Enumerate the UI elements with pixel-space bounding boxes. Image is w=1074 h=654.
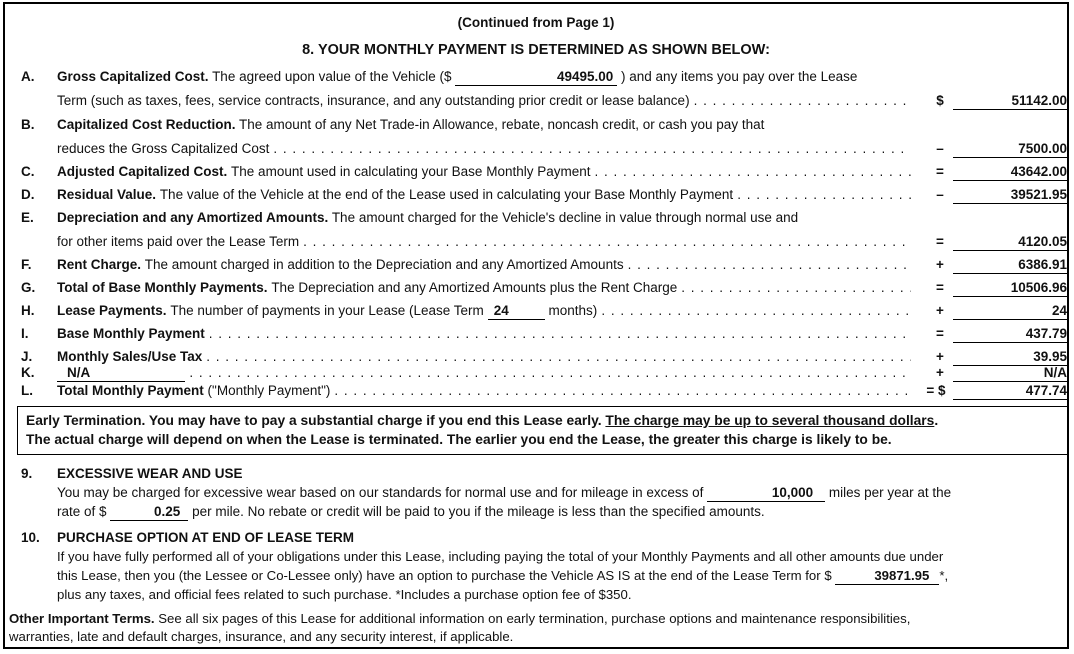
line-e-letter: E. bbox=[21, 210, 34, 225]
line-i-row bbox=[57, 325, 915, 343]
line-b-desc-2: reduces the Gross Capitalized Cost bbox=[57, 141, 270, 156]
section-9-line-1: You may be charged for excessive wear based on our standards for normal use and for mileage in excess of 10,000 miles per year at the bbox=[57, 485, 952, 500]
line-c-row bbox=[57, 163, 915, 181]
other-terms-line-2: warranties, late and default charges, insurance, and any security interest, if applicable. bbox=[9, 629, 514, 644]
section-10-line-1: If you have fully performed all of your obligations under this Lease, including paying the total of your Monthly Payments and all other amounts due under bbox=[57, 549, 944, 564]
mileage-rate-field: 0.25 bbox=[110, 504, 188, 521]
other-terms-title: Other Important Terms. bbox=[9, 611, 155, 626]
other-terms-line-1: Other Important Terms. See all six pages of this Lease for additional information on early termination, purchase options and maintenance responsibilities, bbox=[9, 611, 911, 626]
line-c-letter: C. bbox=[21, 164, 35, 179]
early-termination-line-1: Early Termination. You may have to pay a substantial charge if you end this Lease early. The charge may be up to several thousand dollars. bbox=[26, 413, 939, 428]
line-l-title: Total Monthly Payment bbox=[57, 383, 204, 398]
line-a-desc: The agreed upon value of the Vehicle ($ bbox=[212, 69, 452, 84]
line-l-row bbox=[57, 382, 915, 400]
line-l-operator: = $ bbox=[926, 383, 946, 398]
line-d-row bbox=[57, 186, 915, 204]
line-j-letter: J. bbox=[21, 349, 33, 364]
line-a-letter: A. bbox=[21, 69, 35, 84]
line-f-row bbox=[57, 256, 915, 274]
lease-document bbox=[3, 2, 1069, 649]
line-g-operator: = bbox=[936, 280, 944, 295]
line-b-row-2 bbox=[57, 140, 915, 158]
line-g-desc: The Depreciation and any Amortized Amounts plus the Rent Charge bbox=[271, 280, 678, 295]
early-termination-line-2: The actual charge will depend on when the Lease is terminated. The earlier you end the Lease, the greater this charge is likely to be. bbox=[26, 432, 892, 447]
line-j-title: Monthly Sales/Use Tax bbox=[57, 349, 203, 364]
line-b-title: Capitalized Cost Reduction. bbox=[57, 117, 236, 132]
line-g-title: Total of Base Monthly Payments. bbox=[57, 280, 268, 295]
line-l-desc: ("Monthly Payment") bbox=[207, 383, 331, 398]
line-b-operator: – bbox=[936, 141, 944, 156]
line-e-row-2 bbox=[57, 233, 915, 251]
line-k-row bbox=[57, 364, 915, 382]
section-10-line-2: this Lease, then you (the Lessee or Co-Lessee only) have an option to purchase the Vehicle AS IS at the end of the Lease Term for $ 39871.95 *, bbox=[57, 568, 949, 583]
line-h-desc-cont: months) bbox=[548, 303, 598, 318]
line-b-letter: B. bbox=[21, 117, 35, 132]
line-l-letter: L. bbox=[21, 383, 33, 398]
line-k-operator: + bbox=[936, 365, 944, 380]
line-f-desc: The amount charged in addition to the Depreciation and any Amortized Amounts bbox=[144, 257, 624, 272]
line-f-operator: + bbox=[936, 257, 944, 272]
line-d-operator: – bbox=[936, 187, 944, 202]
line-e-operator: = bbox=[936, 234, 944, 249]
line-h-desc: The number of payments in your Lease (Lease Term bbox=[170, 303, 484, 318]
continued-label: (Continued from Page 1) bbox=[457, 15, 615, 30]
section-9-number: 9. bbox=[21, 466, 33, 481]
line-e-text-1 bbox=[57, 209, 798, 227]
line-j-amount: 39.95 bbox=[953, 348, 1069, 366]
line-a-desc-2: Term (such as taxes, fees, service contracts, insurance, and any outstanding prior credit or lease balance) bbox=[57, 93, 690, 108]
line-c-title: Adjusted Capitalized Cost. bbox=[57, 164, 228, 179]
line-a-title: Gross Capitalized Cost. bbox=[57, 69, 209, 84]
section-9-title: EXCESSIVE WEAR AND USE bbox=[57, 466, 243, 481]
line-c-operator: = bbox=[936, 164, 944, 179]
purchase-price-field: 39871.95 bbox=[835, 568, 939, 585]
section-10-line-3: plus any taxes, and official fees related to such purchase. *Includes a purchase option fee of $350. bbox=[57, 587, 632, 602]
section-10-title: PURCHASE OPTION AT END OF LEASE TERM bbox=[57, 530, 355, 545]
line-g-row bbox=[57, 279, 915, 297]
line-f-title: Rent Charge. bbox=[57, 257, 142, 272]
line-i-letter: I. bbox=[21, 326, 29, 341]
mileage-limit-field: 10,000 bbox=[707, 485, 825, 502]
line-h-title: Lease Payments. bbox=[57, 303, 167, 318]
line-l-amount: 477.74 bbox=[953, 382, 1069, 400]
line-h-letter: H. bbox=[21, 303, 35, 318]
line-k-letter: K. bbox=[21, 365, 35, 380]
line-a-desc-cont: ) and any items you pay over the Lease bbox=[621, 69, 858, 84]
line-h-row bbox=[57, 302, 915, 320]
line-b-desc: The amount of any Net Trade-in Allowance, rebate, noncash credit, or cash you pay that bbox=[239, 117, 765, 132]
line-i-amount: 437.79 bbox=[953, 325, 1069, 343]
early-termination-box bbox=[17, 406, 1069, 455]
line-b-text-1 bbox=[57, 116, 764, 134]
line-g-amount: 10506.96 bbox=[953, 279, 1069, 297]
line-d-title: Residual Value. bbox=[57, 187, 157, 202]
line-j-operator: + bbox=[936, 349, 944, 364]
line-d-desc: The value of the Vehicle at the end of the Lease used in calculating your Base Monthly Payment bbox=[159, 187, 734, 202]
line-c-amount: 43642.00 bbox=[953, 163, 1069, 181]
line-e-desc-2: for other items paid over the Lease Term bbox=[57, 234, 300, 249]
line-k-field: N/A bbox=[57, 365, 185, 382]
line-i-title: Base Monthly Payment bbox=[57, 326, 205, 341]
line-k-amount: N/A bbox=[953, 364, 1069, 382]
line-a-text-1 bbox=[57, 68, 857, 86]
section-9-line-2: rate of $ 0.25 per mile. No rebate or credit will be paid to you if the mileage is less than the specified amounts. bbox=[57, 504, 765, 519]
line-g-letter: G. bbox=[21, 280, 36, 295]
line-h-operator: + bbox=[936, 303, 944, 318]
vehicle-value-field: 49495.00 bbox=[455, 69, 617, 86]
section-8-title: 8. YOUR MONTHLY PAYMENT IS DETERMINED AS SHOWN BELOW: bbox=[302, 42, 770, 58]
line-e-amount: 4120.05 bbox=[953, 233, 1069, 251]
section-10-number: 10. bbox=[21, 530, 40, 545]
early-termination-warning: The charge may be up to several thousand dollars bbox=[605, 413, 935, 428]
line-d-letter: D. bbox=[21, 187, 35, 202]
line-a-amount: 51142.00 bbox=[953, 92, 1069, 110]
line-a-operator: $ bbox=[936, 93, 944, 108]
line-h-amount: 24 bbox=[953, 302, 1069, 320]
lease-term-field: 24 bbox=[488, 303, 545, 320]
line-a-row-2 bbox=[57, 92, 915, 110]
line-c-desc: The amount used in calculating your Base Monthly Payment bbox=[231, 164, 591, 179]
line-f-letter: F. bbox=[21, 257, 32, 272]
line-e-title: Depreciation and any Amortized Amounts. bbox=[57, 210, 329, 225]
line-b-amount: 7500.00 bbox=[953, 140, 1069, 158]
line-f-amount: 6386.91 bbox=[953, 256, 1069, 274]
line-d-amount: 39521.95 bbox=[953, 186, 1069, 204]
line-e-desc: The amount charged for the Vehicle's decline in value through normal use and bbox=[331, 210, 799, 225]
line-i-operator: = bbox=[936, 326, 944, 341]
